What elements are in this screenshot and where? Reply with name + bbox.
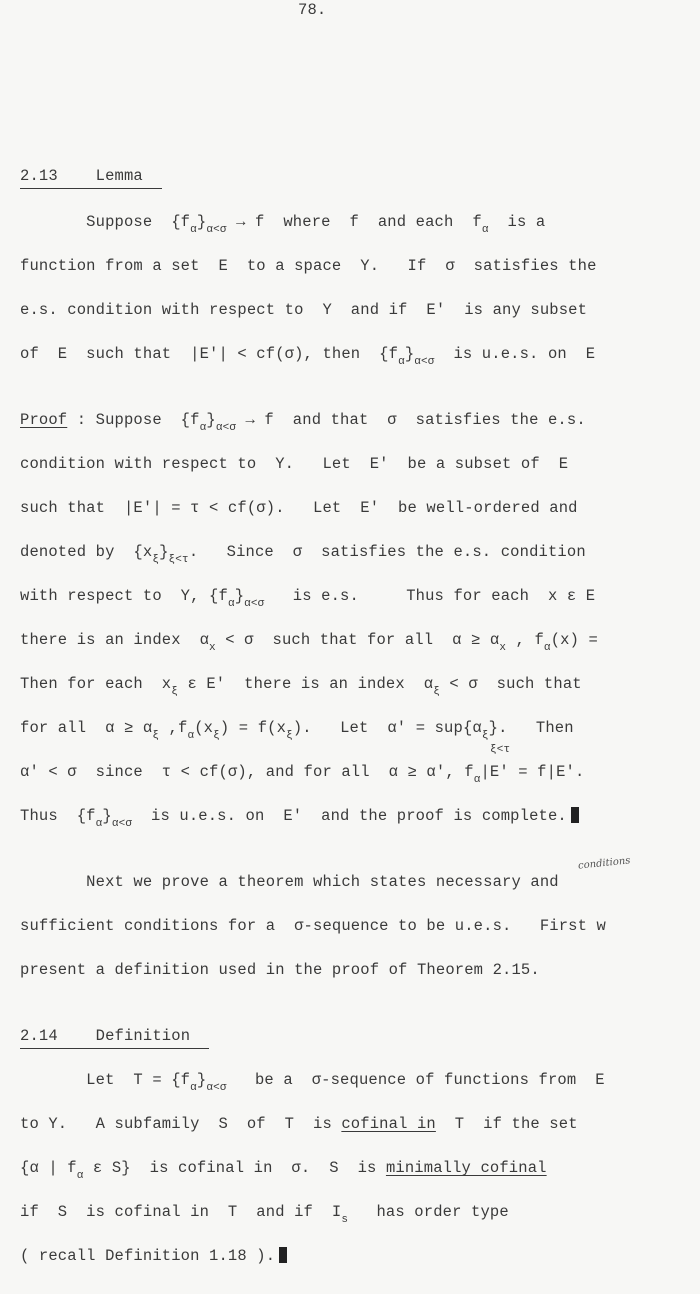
definition-line-3: {α | $f_\alpha$ ε S} is cofinal in σ. S is minimally cofinal	[20, 1159, 547, 1182]
definition-line-2: to Y. A subfamily S of T is cofinal in T if the set	[20, 1115, 578, 1133]
proof-line-2: condition with respect to Y. Let E' be a subset of E	[20, 455, 569, 473]
qed-mark	[571, 807, 579, 823]
cofinal-in-term: cofinal in	[341, 1115, 436, 1133]
definition-heading	[20, 1026, 209, 1049]
lemma-line-1: Suppose $\{f_\alpha\}_{\alpha<\sigma} \to f$ where f and each $f_\alpha$ is a	[20, 213, 546, 236]
proof-line-6: there is an index $\alpha_x < \sigma$ such that for all $\alpha \ge \alpha_x$ , $f_\alpha(x)$ =	[20, 631, 598, 654]
lemma-line-2: function from a set E to a space Y. If σ satisfies the	[20, 257, 597, 275]
lemma-number: 2.13	[20, 167, 58, 185]
proof-line-10: Thus $\{f_\alpha\}_{\alpha<\sigma}$ is u.e.s. on E' and the proof is complete.	[20, 806, 579, 834]
text-line-1: Next we prove a theorem which states necessary and	[20, 873, 559, 891]
lemma-line-3: e.s. condition with respect to Y and if E' is any subset	[20, 301, 588, 319]
definition-line-4: if S is cofinal in T and if $I_s$ has order type	[20, 1203, 509, 1226]
lemma-title: Lemma	[95, 167, 143, 185]
definition-title: Definition	[95, 1027, 191, 1045]
proof-line-8: for all $\alpha \ge \alpha_\xi$ $,f_\alpha(x_\xi) = f(x_\xi)$. Let $\alpha' = sup\{\alpha_\xi\}$. Then	[20, 719, 574, 742]
proof-line-4: denoted by $\{x_\xi\}_{\xi<\tau}$. Since σ satisfies the e.s. condition	[20, 543, 586, 566]
proof-line-5: with respect to Y, $\{f_\alpha\}_{\alpha<\sigma}$ is e.s. Thus for each x ε E	[20, 587, 596, 610]
proof-line-9: α' < σ since τ < cf(σ), and for all α ≥ α', $f_\alpha|E' = f|E'$.	[20, 763, 585, 786]
definition-line-5: ( recall Definition 1.18 ).	[20, 1246, 287, 1266]
proof-label: Proof	[20, 411, 68, 429]
definition-line-1: Let $T = \{f_\alpha\}_{\alpha<\sigma}$ be a σ-sequence of functions from E	[20, 1071, 605, 1094]
qed-mark-2	[279, 1247, 287, 1263]
proof-sup-subscript: ξ<τ	[490, 744, 511, 756]
lemma-line-4: of E such that |E'| < cf(σ), then $\{f_\alpha\}_{\alpha<\sigma}$ is u.e.s. on E	[20, 345, 596, 368]
text-line-2: sufficient conditions for a σ-sequence to be u.e.s. First w	[20, 917, 606, 935]
proof-line-7: Then for each $x_\xi$ ε E' there is an index $\alpha_\xi < \sigma$ such that	[20, 675, 582, 698]
lemma-heading	[20, 166, 162, 189]
handwritten-note: conditions	[577, 855, 631, 872]
text-line-3: present a definition used in the proof of Theorem 2.15.	[20, 961, 540, 979]
proof-line-1: Proof : Suppose $\{f_\alpha\}_{\alpha<\sigma} \to f$ and that σ satisfies the e.s.	[20, 411, 586, 434]
definition-number: 2.14	[20, 1027, 58, 1045]
minimally-cofinal-term: minimally cofinal	[385, 1159, 547, 1177]
page-number: 78.	[298, 1, 327, 19]
proof-line-3: such that |E'| = τ < cf(σ). Let E' be well-ordered and	[20, 499, 578, 517]
